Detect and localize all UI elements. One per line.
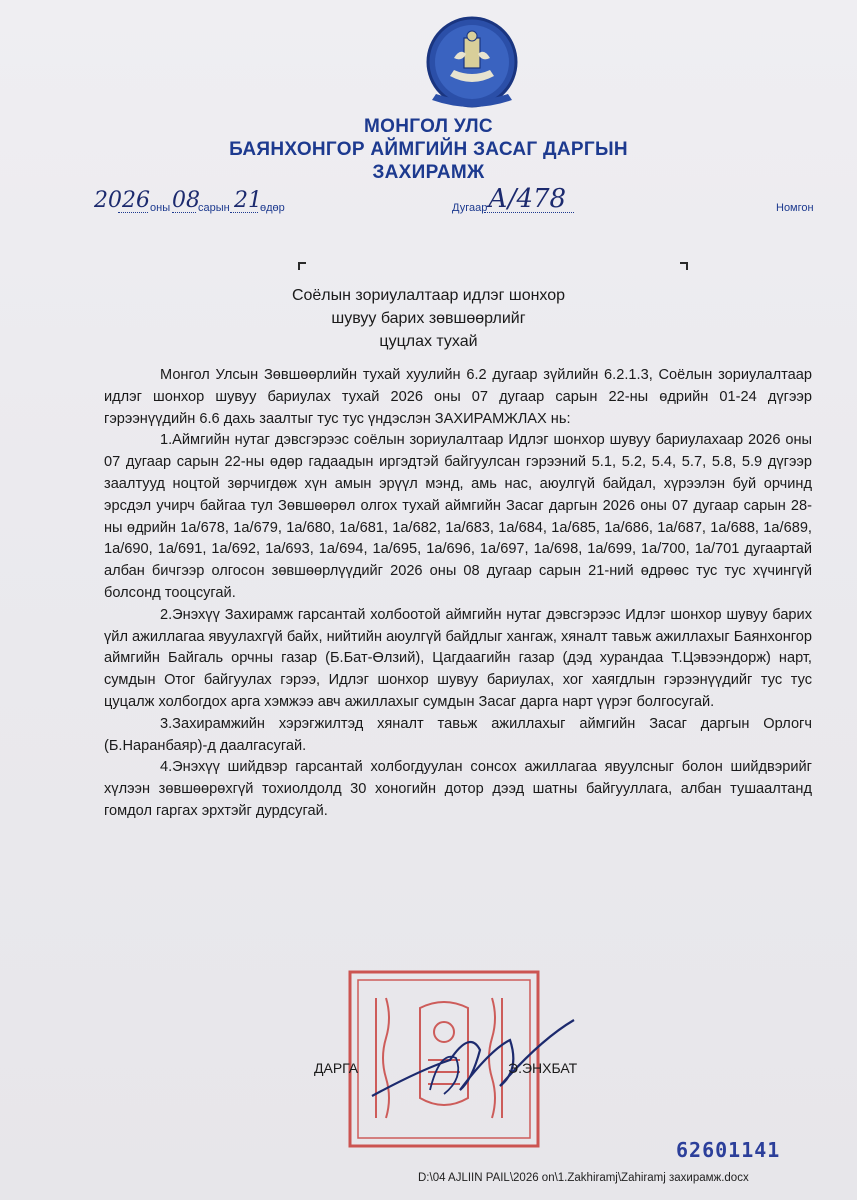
place-name: Номгон [776, 202, 814, 214]
date-day: 21 [234, 188, 262, 213]
document-title [0, 284, 857, 353]
date-year-suffix: оны [150, 202, 171, 214]
title-bracket-right [680, 262, 688, 270]
file-path: D:\04 AJLIIN PAIL\2026 on\1.Zakhiramj\Zahiramj захирамж.docx [418, 1172, 749, 1184]
preamble-paragraph: Монгол Улсын Зөвшөөрлийн тухай хуулийн 6.2 дугаар зүйлийн 6.2.1.3, Соёлын зориулалтаар идлэг шонхор шувуу бариулах тухай 2026 оны 07 дугаар сарын 22-ны өдрийн 01-24 дүгээр гэрээнүүдийн 6.6 дахь заалтыг тус тус үндэслэн ЗАХИРАМЖЛАХ нь: [104, 367, 812, 427]
date-month-suffix: сарын [198, 202, 230, 214]
header-country: МОНГОЛ УЛС [364, 116, 493, 137]
date-year: 2026 [94, 188, 150, 213]
signatory-name: Э.ЭНХБАТ [508, 1060, 578, 1076]
header-doc-type: ЗАХИРАМЖ [372, 162, 485, 183]
title-line-3: цуцлах тухай [379, 333, 478, 350]
document-body [104, 365, 812, 823]
item-4-paragraph: 4.Энэхүү шийдвэр гарсантай холбогдуулан сонсох ажиллагаа явуулсныг болон шийдвэрийг хүлээн зөвшөөрөхгүй тохиолдолд 30 хоногийн дотор дээд шатны байгууллага, албан тушаалтанд гомдол гаргах эрхтэйг дурдсугай. [104, 759, 812, 819]
date-month: 08 [172, 188, 200, 213]
document-meta [0, 184, 857, 228]
title-line-2: шувуу барих зөвшөөрлийг [331, 310, 526, 327]
item-3-paragraph: 3.Захирамжийн хэрэгжилтэд хяналт тавьж ажиллахыг аймгийн Засаг даргын Орлогч (Б.Наранбаяр)-д даалгасугай. [104, 715, 812, 754]
state-emblem-icon [420, 14, 524, 114]
signatory-position: ДАРГА [314, 1060, 359, 1076]
number-label: Дугаар [452, 202, 488, 214]
date-day-suffix: өдөр [260, 202, 285, 214]
item-1-paragraph: 1.Аймгийн нутаг дэвсгэрээс соёлын зориулалтаар Идлэг шонхор шувуу бариулахаар 2026 оны 07 дугаар сарын 22-ны өдөр гадаадын иргэдтэй байгуулсан гэрээний 5.1, 5.2, 5.4, 5.7, 5.8, 5.9 дүгээр заалтууд ноцтой зөрчигдөж хүн амын эрүүл мэнд, амь нас, аюулгүй байдал, хүрээлэн буй орчинд эрсдэл учирч байгаа тул Зөвшөөрөл олгох тухай аймгийн Засаг даргын 2026 оны 07 дугаар сарын 28-ны өдрийн 1а/678, 1а/679, 1а/680, 1а/681, 1а/682, 1а/683, 1а/684, 1а/685, 1а/686, 1а/687, 1а/688, 1а/689, 1а/690, 1а/691, 1а/692, 1а/693, 1а/694, 1а/695, 1а/696, 1а/697, 1а/698, 1а/699, 1а/700, 1а/701 дугаартай албан бичгээр олгосон зөвшөөрлүүдийг 2026 оны 08 дугаар сарын 21-ний өдрөөс тус тус хүчингүй болсонд тооцсугай. [104, 432, 812, 601]
document-number: А/478 [488, 184, 567, 214]
header-authority: БАЯНХОНГОР АЙМГИЙН ЗАСАГ ДАРГЫН [229, 139, 628, 160]
handwritten-signature-icon [360, 1000, 580, 1110]
title-bracket-left [298, 262, 306, 270]
serial-number: 62601141 [676, 1138, 781, 1162]
title-line-1: Соёлын зориулалтаар идлэг шонхор [291, 287, 566, 304]
item-2-paragraph: 2.Энэхүү Захирамж гарсантай холбоотой аймгийн нутаг дэвсгэрээс Идлэг шонхор шувуу барих үйл ажиллагаа явуулахгүй байх, нийтийн аюулгүй байдлыг хангаж, хяналт тавьж ажиллахыг Баянхонгор аймгийн Байгаль орчны газар (Б.Бат-Өлзий), Цагдаагийн газар (дэд хурандаа Т.Цэвээндорж) нарт, сумдын Отог байгуулах гэрээ, Идлэг шонхор шувуу бариулах, хог хаягдлын гэрээнүүдийг тус тус цуцалж холбогдох арга хэмжээ авч ажиллахыг сумдын Засаг дарга нарт үүрэг болгосугай. [104, 606, 812, 710]
